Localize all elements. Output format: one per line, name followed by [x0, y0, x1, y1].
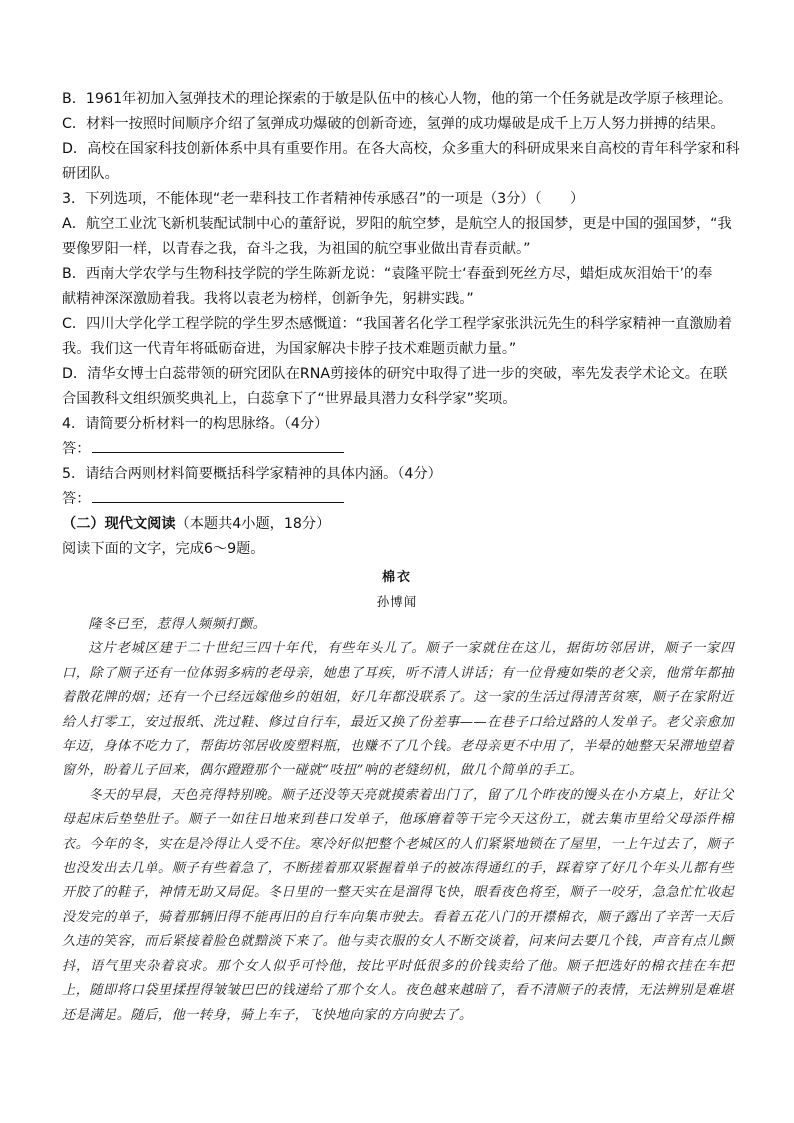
question-4: 4．请简要分析材料一的构思脉络。（4分）	[62, 416, 329, 432]
section-heading	[62, 512, 330, 537]
question-3: 3．下列选项，不能体现“老一辈科技工作者精神传承感召”的一项是（3分）（ ）	[62, 191, 585, 207]
answer-field-4[interactable]	[62, 437, 344, 462]
option-c-q3-line2: 我。我们这一代青年将砥砺奋进，为国家解决卡脖子技术难题贡献力量。”	[62, 341, 517, 357]
option-a-q3-line1: A．航空工业沈飞新机装配试制中心的董舒说，罗阳的航空梦，是航空人的报国梦，更是中国的强国梦，“我	[62, 216, 732, 232]
option-a-q3-line2: 要像罗阳一样，以青春之我，奋斗之我，为祖国的航空事业做出青春贡献。”	[62, 241, 531, 257]
option-d-q3-line2: 合国教科文组织颁奖典礼上，白蕊拿下了“世界最具潜力女科学家”奖项。	[62, 391, 517, 407]
option-d-q3-line1: D．清华女博士白蕊带领的研究团队在RNA剪接体的研究中取得了进一步的突破，率先发表学术论文。在联	[62, 366, 728, 382]
story-body	[62, 613, 734, 1028]
answer-label: 答：	[62, 491, 91, 507]
option-b-q3-line2: 献精神深深激励着我。我将以袁老为榜样，创新争先，躬耕实践。”	[62, 291, 474, 307]
reading-instructions: 阅读下面的文字，完成6～9题。	[62, 541, 265, 557]
story-paragraph: 冬天的早晨，天色亮得特别晚。顺子还没等天亮就摸索着出门了，留了几个昨夜的馒头在小方桌上，好让父母起床后垫垫肚子。顺子一如往日地来到巷口发单子，他琢磨着等干完今天这份工，就去集市里给父母添件棉衣。今年的冬，实在是冷得让人受不住。寒冷好似把整个老城区的人们紧紧地锁在了屋里，一上午过去了，顺子也没发出去几单。顺子有些着急了，不断搓着那双紧握着单子的被冻得通红的手，踩着穿了好几个年头儿都有些开胶了的鞋子，神情无助又局促。冬日里的一整天实在是溜得飞快，眼看夜色将至，顺子一咬牙，急急忙忙收起没发完的单子，骑着那辆旧得不能再旧的自行车向集市驶去。看着五花八门的开襟棉衣，顺子露出了辛苦一天后久违的笑容，而后紧接着脸色就黯淡下来了。他与卖衣服的女人不断交谈着，问来问去要几个钱，声音有点儿颤抖，语气里夹杂着哀求。那个女人似乎可怜他，按比平时低很多的价钱卖给了他。顺子把选好的棉衣挂在车把上，随即将口袋里揉捏得皱皱巴巴的钱递给了那个女人。夜色越来越暗了，看不清顺子的表情，无法辨别是难堪还是满足。随后，他一转身，骑上车子，飞快地向家的方向驶去了。	[62, 787, 734, 1023]
answer-label: 答：	[62, 441, 91, 457]
answer-field-5[interactable]	[62, 487, 344, 512]
option-d-q2-line2: 研团队。	[62, 166, 119, 182]
answer-blank[interactable]	[92, 438, 344, 453]
section-note: （本题共4小题，18分）	[175, 516, 331, 532]
section-title: （二）现代文阅读	[62, 516, 176, 532]
option-c-q2: C．材料一按照时间顺序介绍了氢弹成功爆破的创新奇迹，氢弹的成功爆破是成千上万人努力拼搏的结果。	[62, 116, 725, 132]
question-5: 5．请结合两则材料简要概括科学家精神的具体内涵。（4分）	[62, 466, 442, 482]
story-paragraph: 这片老城区建于二十世纪三四十年代，有些年头儿了。顺子一家就住在这儿，据街坊邻居讲，顺子一家四口，除了顺子还有一位体弱多病的老母亲，她患了耳疾，听不清人讲话；有一位骨瘦如柴的老父亲，他常年都抽着散花牌的烟；还有一个已经远嫁他乡的姐姐，好几年都没联系了。这一家的生活过得清苦贫寒，顺子在家附近给人打零工，安过报纸、洗过鞋、修过自行车，最近又换了份差事——在巷子口给过路的人发单子。老父亲愈加年迈，身体不吃力了，帮街坊邻居收废塑料瓶，也赚不了几个钱。老母亲更不中用了，半晕的她整天呆滞地望着窗外，盼着儿子回来，偶尔蹬蹬那个一碰就“吱扭”响的老缝纫机，做几个简单的手工。	[62, 641, 734, 779]
answer-blank[interactable]	[92, 488, 344, 503]
story-title: 棉衣	[381, 570, 412, 585]
story-author: 孙博闻	[376, 594, 418, 609]
story-paragraph: 隆冬已至，惹得人频频打颤。	[88, 617, 267, 632]
option-b-q3-line1: B．西南大学农学与生物科技学院的学生陈新龙说：“袁隆平院士‘春蚕到死丝方尽，蜡炬成灰泪始干’的奉	[62, 266, 713, 282]
option-b-q2: B．1961年初加入氢弹技术的理论探索的于敏是队伍中的核心人物，他的第一个任务就是改学原子核理论。	[62, 91, 733, 107]
option-d-q2-line1: D．高校在国家科技创新体系中具有重要作用。在各大高校，众多重大的科研成果来自高校的青年科学家和科	[62, 141, 740, 157]
option-c-q3-line1: C．四川大学化学工程学院的学生罗杰感慨道：“我国著名化学工程学家张洪沅先生的科学家精神一直激励着	[62, 316, 732, 332]
